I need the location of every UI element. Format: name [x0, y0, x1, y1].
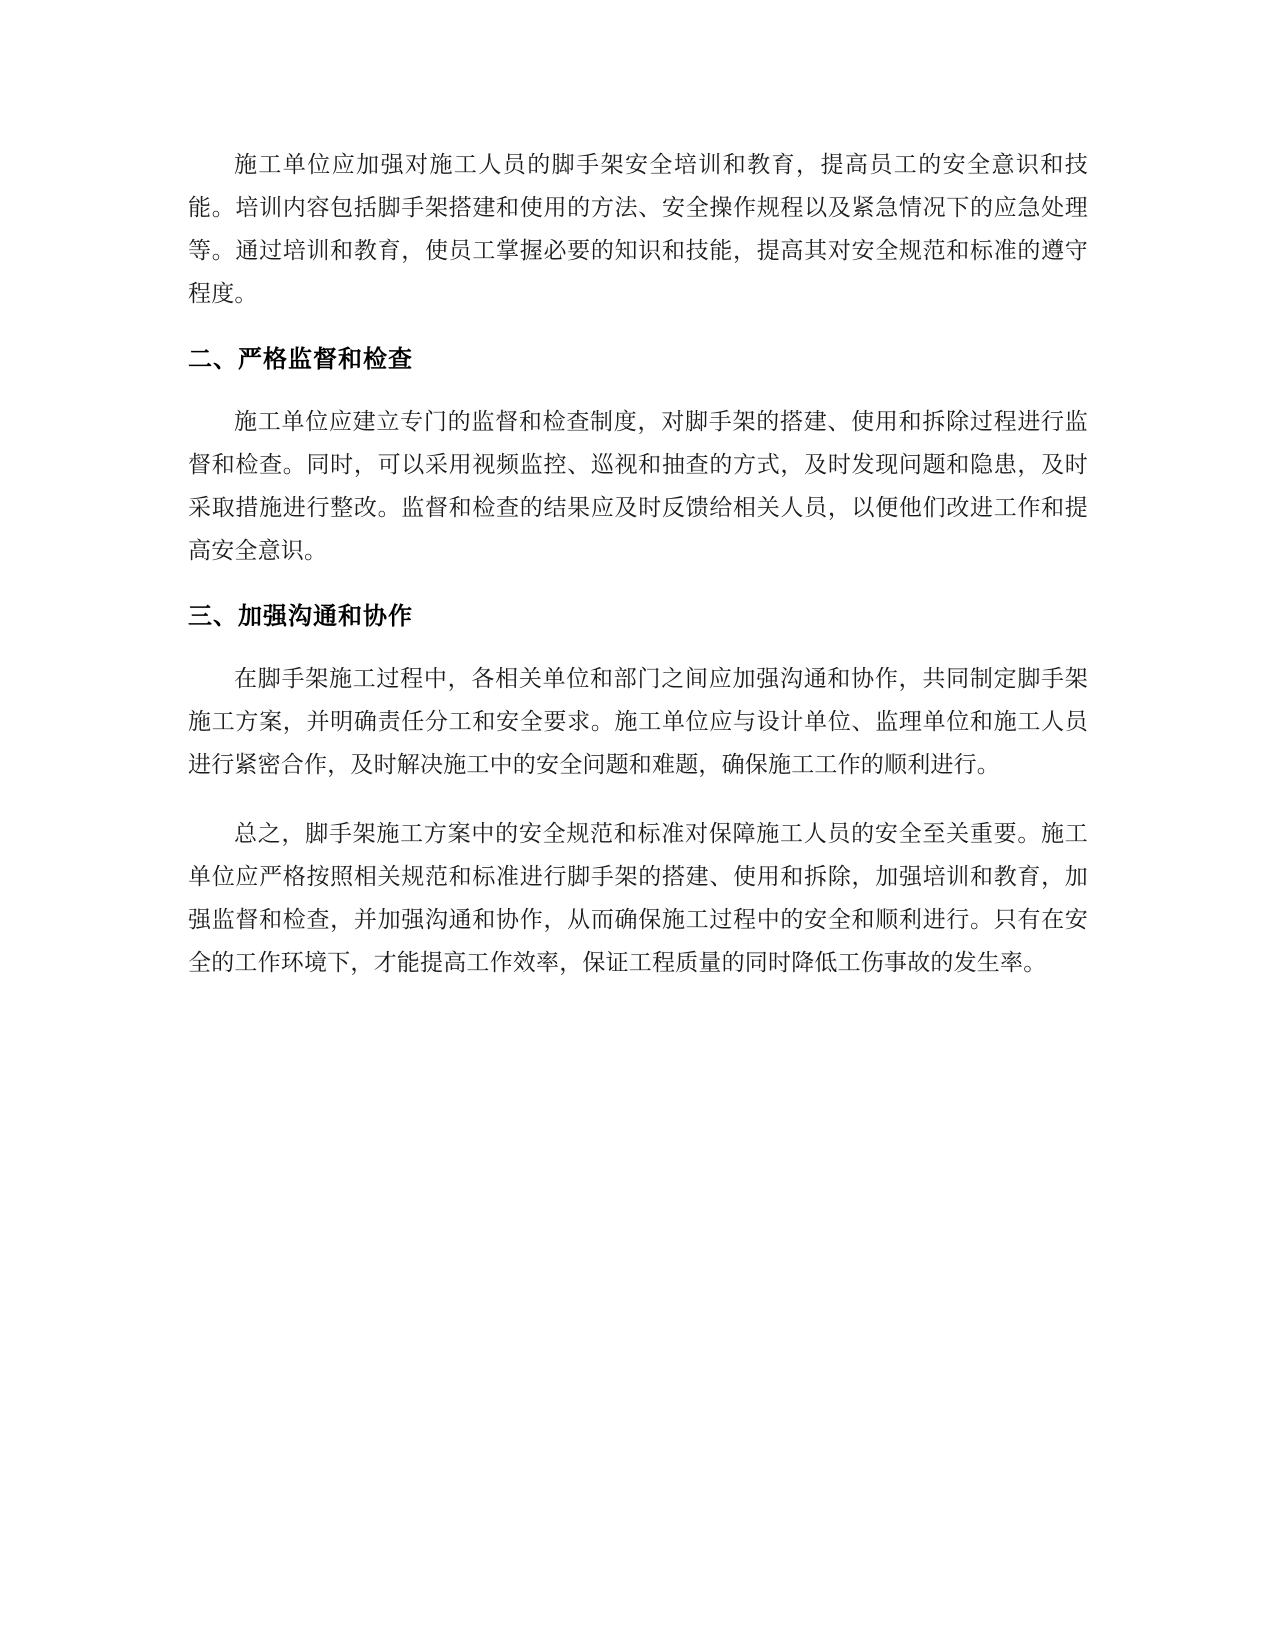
paragraph-conclusion: 总之，脚手架施工方案中的安全规范和标准对保障施工人员的安全至关重要。施工单位应严格按照相关规范和标准进行脚手架的搭建、使用和拆除，加强培训和教育，加强监督和检查，并加强沟通和协作，从而确保施工过程中的安全和顺利进行。只有在安全的工作环境下，才能提高工作效率，保证工程质量的同时降低工伤事故的发生率。: [188, 821, 1088, 976]
paragraph-supervision: 施工单位应建立专门的监督和检查制度，对脚手架的搭建、使用和拆除过程进行监督和检查。同时，可以采用视频监控、巡视和抽查的方式，及时发现问题和隐患，及时采取措施进行整改。监督和检查的结果应及时反馈给相关人员，以便他们改进工作和提高安全意识。: [188, 409, 1088, 564]
paragraph-communication: 在脚手架施工过程中，各相关单位和部门之间应加强沟通和协作，共同制定脚手架施工方案，并明确责任分工和安全要求。施工单位应与设计单位、监理单位和施工人员进行紧密合作，及时解决施工中的安全问题和难题，确保施工工作的顺利进行。: [188, 666, 1088, 778]
section-heading-communication: 三、加强沟通和协作: [188, 602, 413, 630]
document-body: [188, 144, 1088, 985]
paragraph-training: 施工单位应加强对施工人员的脚手架安全培训和教育，提高员工的安全意识和技能。培训内容包括脚手架搭建和使用的方法、安全操作规程以及紧急情况下的应急处理等。通过培训和教育，使员工掌握必要的知识和技能，提高其对安全规范和标准的遵守程度。: [188, 152, 1088, 307]
section-heading-supervision: 二、严格监督和检查: [188, 345, 413, 373]
